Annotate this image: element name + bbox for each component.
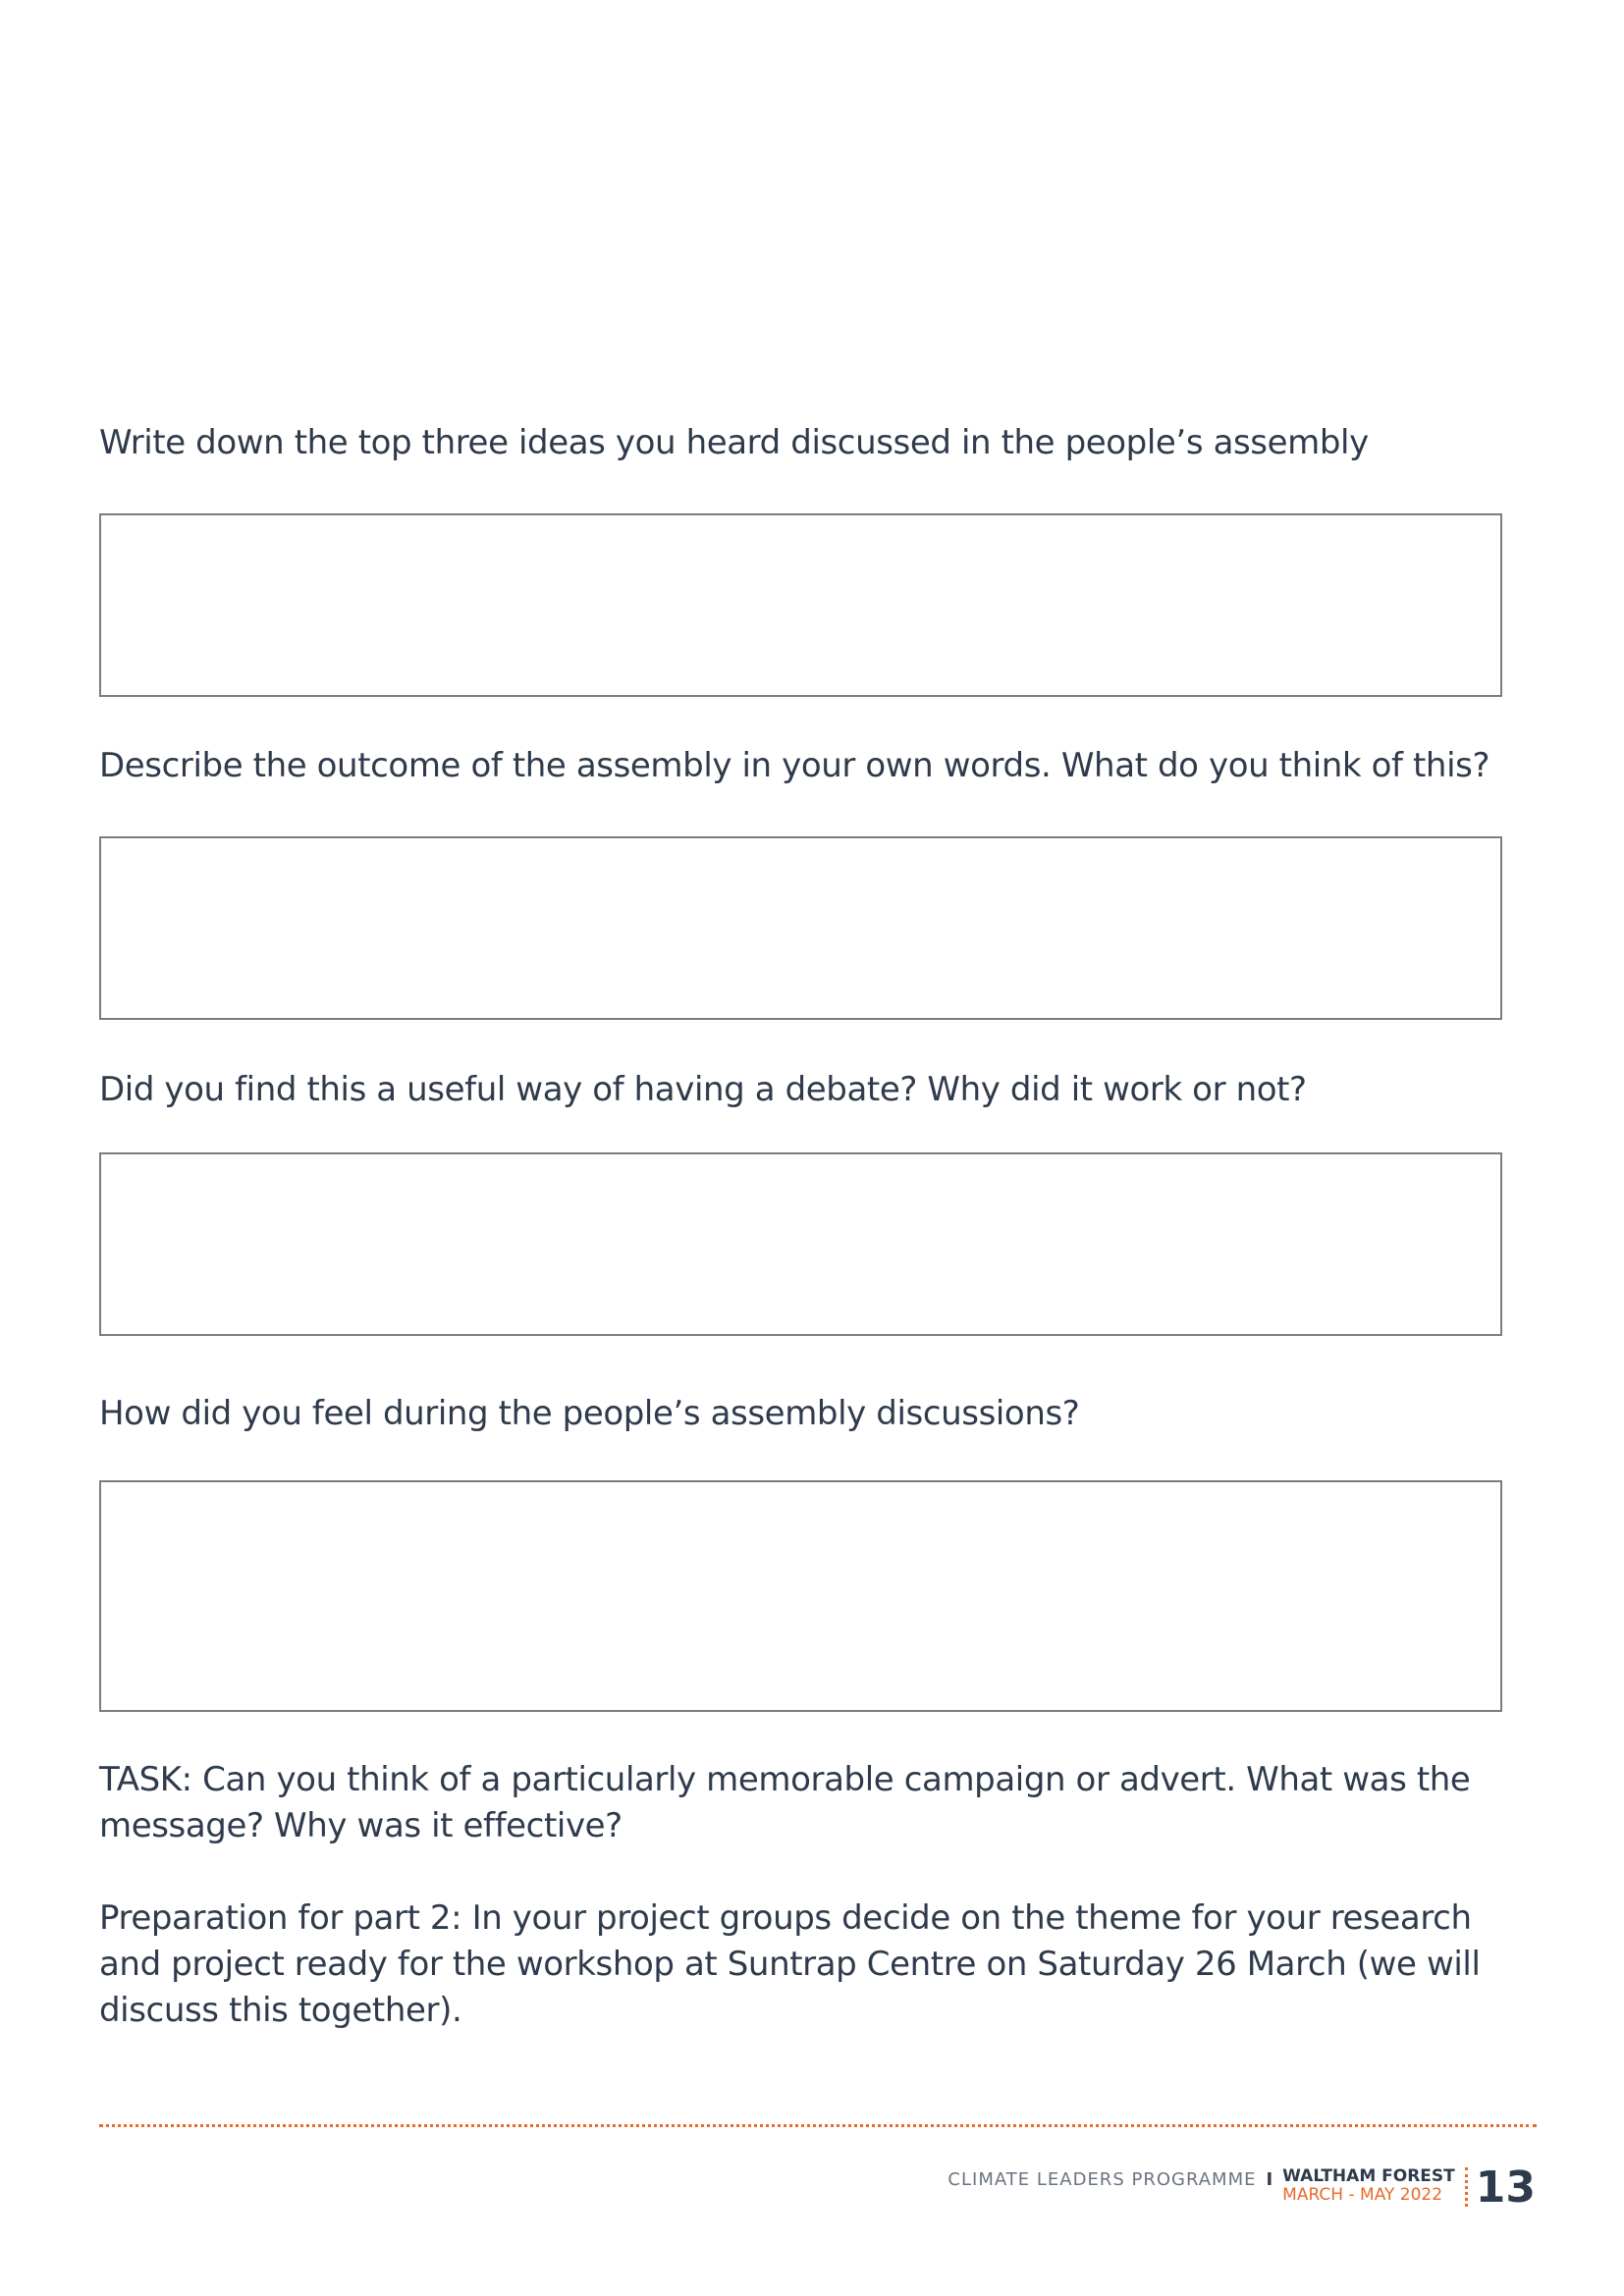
page-number: 13 <box>1475 2163 1536 2213</box>
answer-box-outcome[interactable] <box>99 836 1502 1020</box>
answer-box-top-ideas[interactable] <box>99 513 1502 697</box>
page-footer <box>947 2163 1536 2213</box>
question-useful-debate: Did you find this a useful way of having a debate? Why did it work or not? <box>99 1070 1307 1109</box>
footer-dates: MARCH - MAY 2022 <box>1282 2185 1443 2205</box>
question-feelings: How did you feel during the people’s assembly discussions? <box>99 1394 1080 1433</box>
answer-box-feelings[interactable] <box>99 1480 1502 1712</box>
preparation-text: Preparation for part 2: In your project groups decide on the theme for your research and project ready for the workshop at Suntrap Centre on Saturday 26 March (we will discuss this together). <box>99 1898 1481 2030</box>
footer-location-block <box>1282 2167 1455 2205</box>
question-top-ideas: Write down the top three ideas you heard discussed in the people’s assembly <box>99 423 1369 462</box>
footer-location: WALTHAM FOREST <box>1282 2166 1455 2186</box>
footer-vertical-divider <box>1465 2167 1468 2207</box>
footer-divider <box>99 2124 1537 2127</box>
footer-programme: CLIMATE LEADERS PROGRAMME <box>947 2169 1257 2190</box>
footer-separator: I <box>1266 2169 1273 2190</box>
answer-box-useful-debate[interactable] <box>99 1152 1502 1336</box>
question-outcome: Describe the outcome of the assembly in your own words. What do you think of this? <box>99 746 1490 785</box>
task-text: TASK: Can you think of a particularly memorable campaign or advert. What was the message? Why was it effective? <box>99 1760 1471 1845</box>
